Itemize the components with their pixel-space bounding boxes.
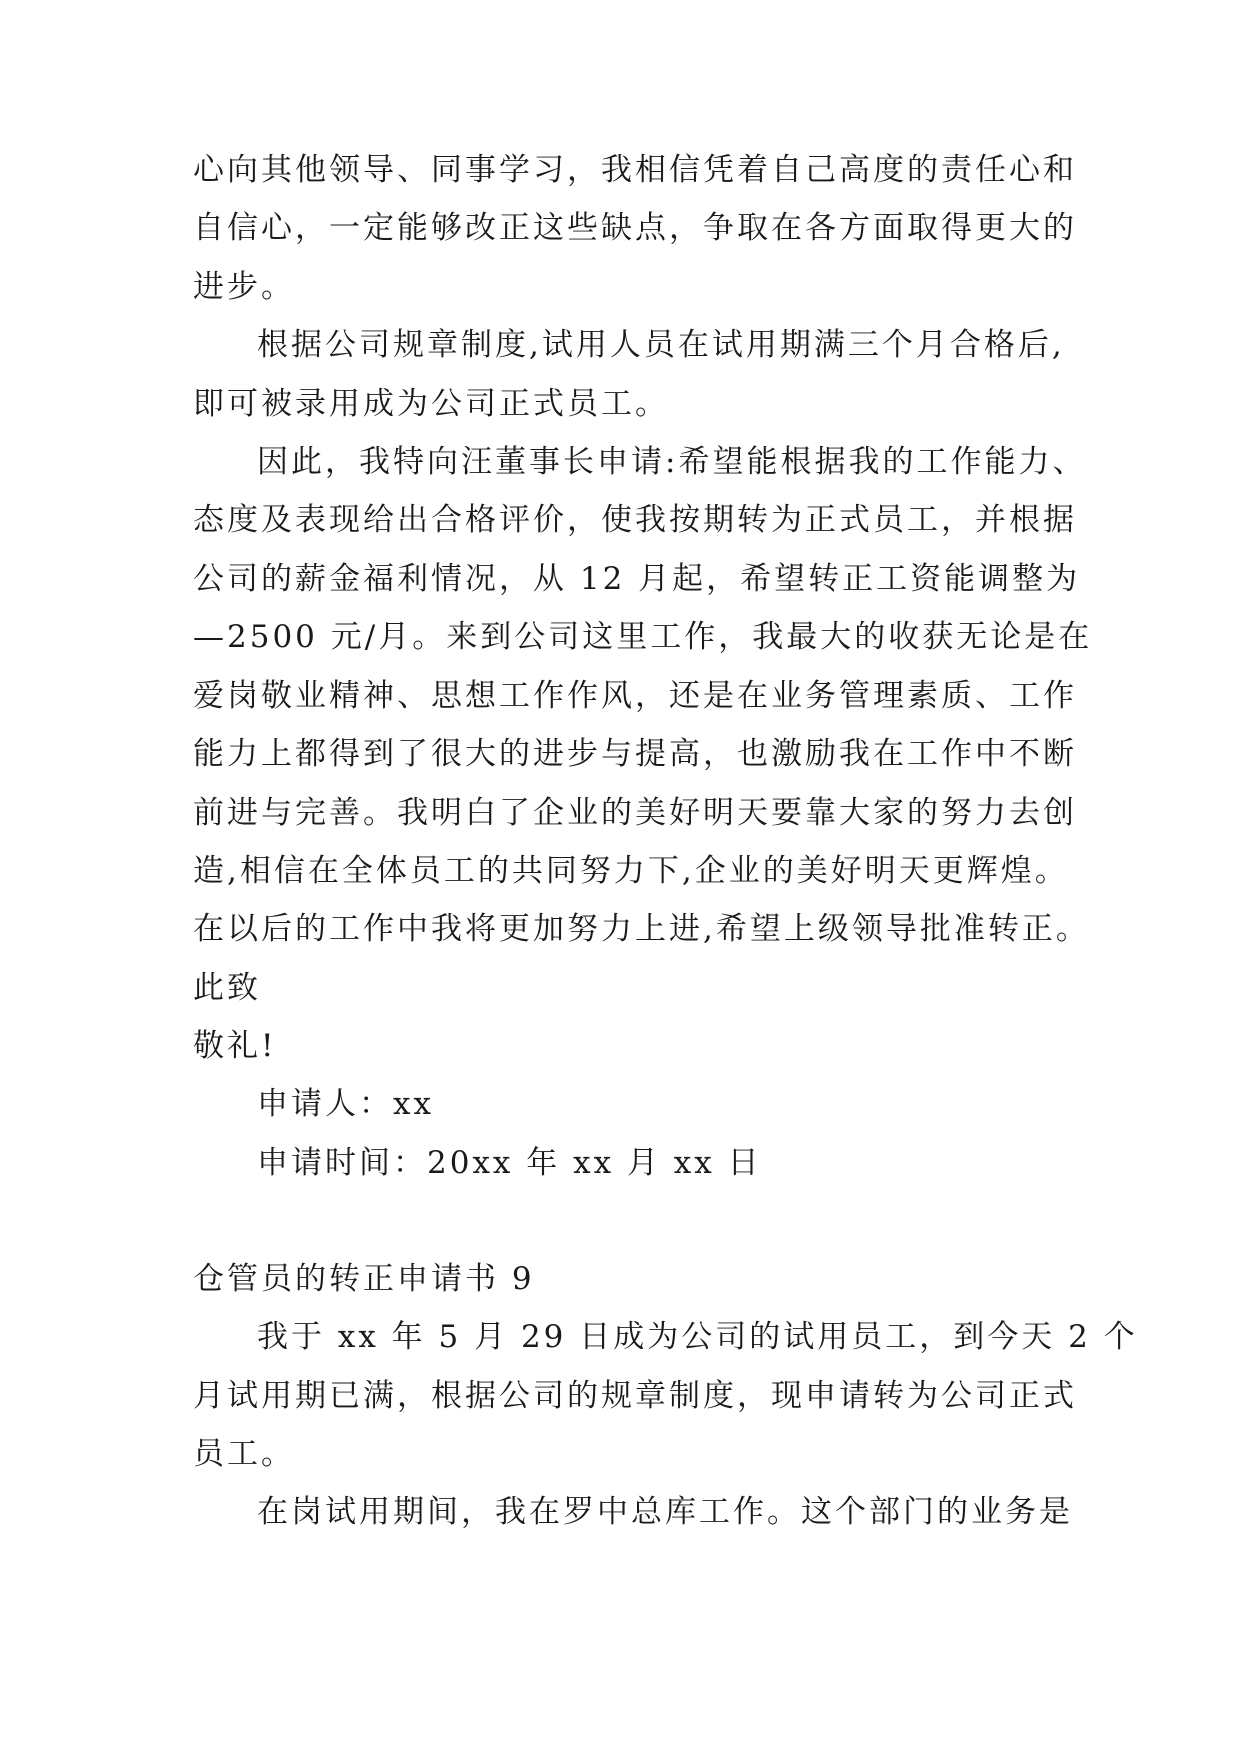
paragraph-line: 自信心，一定能够改正这些缺点，争取在各方面取得更大的 bbox=[193, 210, 1077, 246]
closing-salutation: 此致 bbox=[193, 970, 261, 1006]
paragraph-line: 态度及表现给出合格评价，使我按期转为正式员工，并根据 bbox=[193, 502, 1077, 538]
paragraph-line: 因此，我特向汪董事长申请:希望能根据我的工作能力、 bbox=[257, 444, 1087, 480]
paragraph-line: 造,相信在全体员工的共同努力下,企业的美好明天更辉煌。 bbox=[193, 853, 1069, 889]
applicant-name: 申请人：xx bbox=[257, 1086, 434, 1122]
paragraph-line: 在岗试用期间，我在罗中总库工作。这个部门的业务是 bbox=[257, 1494, 1073, 1530]
paragraph-line: 根据公司规章制度,试用人员在试用期满三个月合格后, bbox=[257, 327, 1065, 363]
paragraph-line: 前进与完善。我明白了企业的美好明天要靠大家的努力去创 bbox=[193, 795, 1077, 831]
paragraph-line: 公司的薪金福利情况，从 12 月起，希望转正工资能调整为 bbox=[193, 561, 1081, 597]
paragraph-line: 能力上都得到了很大的进步与提高，也激励我在工作中不断 bbox=[193, 736, 1077, 772]
paragraph-line: 进步。 bbox=[193, 269, 295, 305]
section-title: 仓管员的转正申请书 9 bbox=[193, 1261, 535, 1297]
paragraph-line: —2500 元/月。来到公司这里工作，我最大的收获无论是在 bbox=[193, 619, 1093, 655]
paragraph-line: 爱岗敬业精神、思想工作作风，还是在业务管理素质、工作 bbox=[193, 678, 1077, 714]
paragraph-line: 在以后的工作中我将更加努力上进,希望上级领导批准转正。 bbox=[193, 911, 1090, 947]
paragraph-line: 心向其他领导、同事学习，我相信凭着自己高度的责任心和 bbox=[193, 152, 1077, 188]
paragraph-line: 即可被录用成为公司正式员工。 bbox=[193, 386, 669, 422]
closing-regards: 敬礼! bbox=[193, 1028, 277, 1064]
paragraph-line: 月试用期已满，根据公司的规章制度，现申请转为公司正式 bbox=[193, 1378, 1077, 1414]
paragraph-line: 员工。 bbox=[193, 1436, 295, 1472]
paragraph-line: 我于 xx 年 5 月 29 日成为公司的试用员工，到今天 2 个 bbox=[257, 1319, 1138, 1355]
application-date: 申请时间：20xx 年 xx 月 xx 日 bbox=[257, 1145, 762, 1181]
